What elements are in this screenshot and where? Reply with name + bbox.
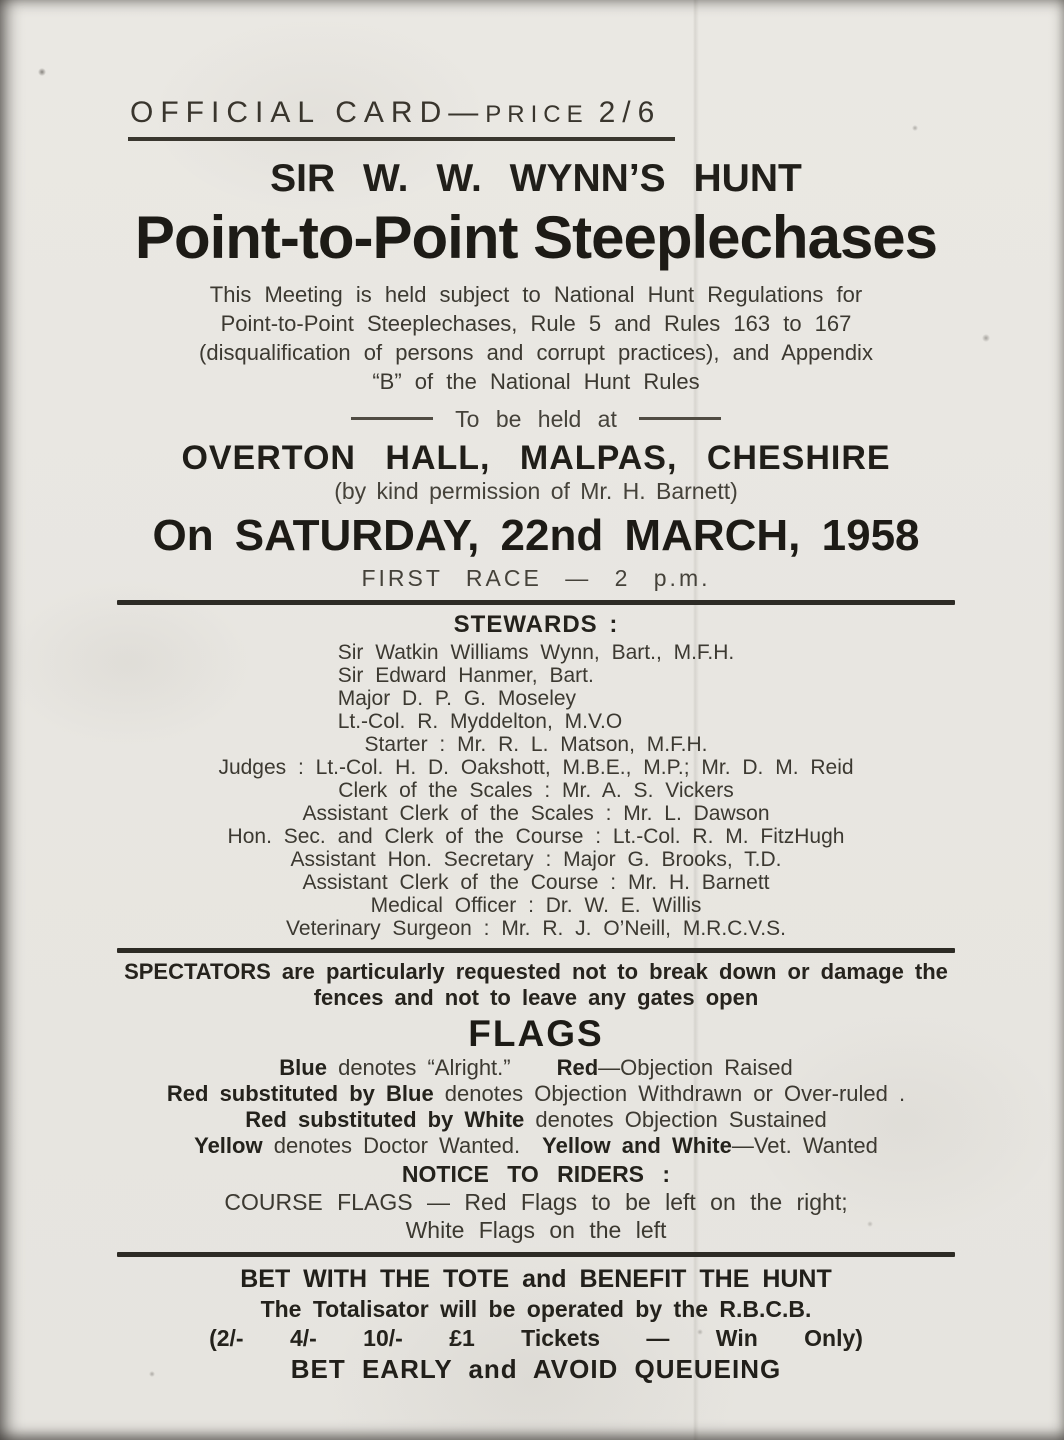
official-line: Starter : Mr. R. L. Matson, M.F.H.: [364, 733, 708, 756]
spectators-line: SPECTATORS are particularly requested not to break down or damage the: [124, 959, 948, 984]
official-line: Judges : Lt.-Col. H. D. Oakshott, M.B.E., M.P.; Mr. D. M. Reid: [218, 756, 854, 779]
venue-name: OVERTON HALL, MALPAS, CHESHIRE: [181, 439, 891, 477]
masthead: [128, 96, 960, 141]
tote-banner: BET WITH THE TOTE and BENEFIT THE HUNT: [240, 1265, 832, 1293]
steward-name: Major D. P. G. Moseley: [337, 687, 577, 710]
flag-meaning: —Objection Raised: [598, 1055, 793, 1080]
flag-rule-line: [112, 1133, 960, 1159]
course-flags-line: COURSE FLAGS — Red Flags to be left on the right;: [224, 1189, 848, 1215]
flag-meaning: denotes Doctor Wanted.: [262, 1133, 521, 1158]
steward-name: Sir Edward Hanmer, Bart.: [337, 664, 594, 687]
flags-heading: FLAGS: [468, 1013, 604, 1054]
flag-color: Red substituted by Blue: [166, 1081, 434, 1106]
section-divider: [117, 600, 955, 605]
official-line: Assistant Clerk of the Course : Mr. H. Barnett: [302, 871, 770, 894]
price-value: 2/6: [598, 96, 662, 129]
official-line: Medical Officer : Dr. W. E. Willis: [370, 894, 702, 917]
event-date: On SATURDAY, 22nd MARCH, 1958: [152, 511, 920, 560]
official-card-label: OFFICIAL CARD: [130, 96, 449, 129]
spectators-line: fences and not to leave any gates open: [313, 985, 759, 1010]
page-title: Point-to-Point Steeplechases: [134, 204, 938, 271]
masthead-dash: —: [448, 96, 486, 129]
officials-list: [112, 733, 960, 940]
flag-color: Yellow and White: [542, 1133, 732, 1158]
steward-name: Sir Watkin Williams Wynn, Bart., M.F.H.: [337, 641, 735, 664]
official-line: Assistant Clerk of the Scales : Mr. L. Dawson: [302, 802, 770, 825]
flag-color: Blue: [279, 1055, 327, 1080]
notice-to-riders-heading: NOTICE TO RIDERS :: [401, 1161, 671, 1187]
flag-meaning: denotes Objection Withdrawn or Over-ruled .: [433, 1081, 906, 1106]
price-label: PRICE: [485, 101, 589, 128]
dash-rule: [351, 417, 433, 420]
section-divider: [117, 948, 955, 953]
flag-color: Yellow: [194, 1133, 263, 1158]
section-divider: [117, 1252, 955, 1257]
first-race-time: FIRST RACE — 2 p.m.: [361, 565, 711, 591]
official-line: Assistant Hon. Secretary : Major G. Brooks, T.D.: [290, 848, 782, 871]
held-at-line: [112, 406, 960, 433]
spectators-notice: [112, 959, 960, 1011]
stewards-members: [112, 641, 960, 733]
regulation-line: This Meeting is held subject to National Hunt Regulations for: [209, 282, 863, 307]
flag-meaning: —Vet. Wanted: [731, 1133, 878, 1158]
official-line: Veterinary Surgeon : Mr. R. J. O’Neill, M.R.C.V.S.: [286, 917, 786, 940]
white-flags-line: White Flags on the left: [405, 1217, 667, 1243]
flag-color: Red substituted by White: [245, 1107, 525, 1132]
flag-color: Red: [556, 1055, 599, 1080]
hunt-title: SIR W. W. WYNN’S HUNT: [270, 157, 802, 200]
flag-meaning: denotes Objection Sustained: [524, 1107, 827, 1132]
flag-meaning: denotes “Alright.”: [326, 1055, 511, 1080]
flag-rule-line: [112, 1081, 960, 1107]
official-card-line: [128, 96, 675, 141]
permission-line: (by kind permission of Mr. H. Barnett): [334, 478, 738, 504]
official-line: Clerk of the Scales : Mr. A. S. Vickers: [338, 779, 734, 802]
regulation-line: “B” of the National Hunt Rules: [372, 369, 700, 394]
bet-early-line: BET EARLY and AVOID QUEUEING: [290, 1354, 782, 1384]
dash-rule: [639, 417, 721, 420]
ticket-prices-line: (2/- 4/- 10/- £1 Tickets — Win Only): [209, 1325, 863, 1351]
regulation-line: Point-to-Point Steeplechases, Rule 5 and Rules 163 to 167: [220, 311, 852, 336]
steward-name: Lt.-Col. R. Myddelton, M.V.O: [337, 710, 623, 733]
flag-rule-line: [112, 1055, 960, 1081]
official-line: Hon. Sec. and Clerk of the Course : Lt.-Col. R. M. FitzHugh: [227, 825, 845, 848]
flag-rule-line: [112, 1107, 960, 1133]
regulations-paragraph: [112, 280, 960, 396]
regulation-line: (disqualification of persons and corrupt practices), and Appendix: [199, 340, 873, 365]
stewards-members-block: [338, 641, 735, 733]
stewards-heading: STEWARDS :: [453, 611, 619, 638]
totalisator-line: The Totalisator will be operated by the R.B.C.B.: [260, 1296, 812, 1322]
held-at-text: To be held at: [455, 406, 617, 432]
